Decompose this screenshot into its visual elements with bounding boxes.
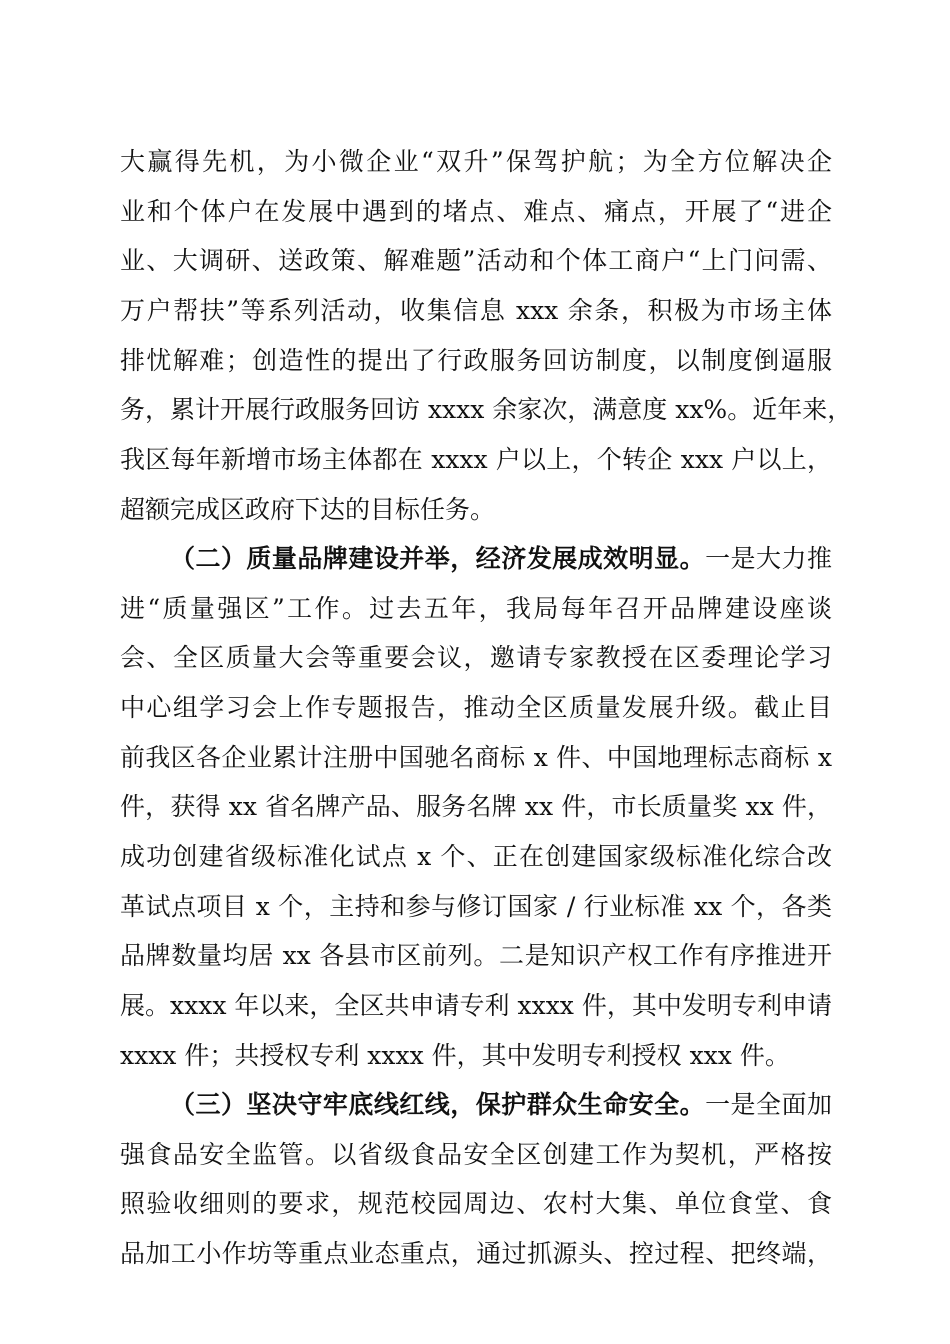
body-text-line: 照验收细则的要求，规范校园周边、农村大集、单位食堂、食 bbox=[120, 1189, 832, 1218]
body-text-line: 品牌数量均居 xx 各县市区前列。二是知识产权工作有序推进开 bbox=[120, 941, 832, 970]
body-text-line: 大赢得先机，为小微企业“双升”保驾护航；为全方位解决企 bbox=[120, 147, 832, 176]
section-heading: （三）坚决守牢底线红线，保护群众生命安全。 bbox=[170, 1090, 706, 1119]
body-text-line: xxxx 件；共授权专利 xxxx 件，其中发明专利授权 xxx 件。 bbox=[120, 1041, 790, 1070]
body-text-line: 件，获得 xx 省名牌产品、服务名牌 xx 件，市长质量奖 xx 件， bbox=[120, 792, 832, 821]
body-text-line: 万户帮扶”等系列活动，收集信息 xxx 余条，积极为市场主体 bbox=[120, 296, 832, 325]
body-text-line: 展。xxxx 年以来，全区共申请专利 xxxx 件，其中发明专利申请 bbox=[120, 991, 832, 1020]
section-lead-text: 一是大力推 bbox=[705, 544, 832, 573]
section-first-line bbox=[170, 1088, 832, 1122]
body-text-line: 中心组学习会上作专题报告，推动全区质量发展升级。截止目 bbox=[120, 693, 832, 722]
body-text-line: 革试点项目 x 个，主持和参与修订国家 / 行业标准 xx 个，各类 bbox=[120, 892, 832, 921]
body-text-line: 超额完成区政府下达的目标任务。 bbox=[120, 495, 496, 524]
body-text-line: 务，累计开展行政服务回访 xxxx 余家次，满意度 xx%。近年来， bbox=[120, 395, 853, 424]
section-first-line bbox=[170, 542, 832, 576]
body-text-line: 品加工小作坊等重点业态重点，通过抓源头、控过程、把终端， bbox=[120, 1239, 832, 1268]
body-text-line: 前我区各企业累计注册中国驰名商标 x 件、中国地理标志商标 x bbox=[120, 743, 832, 772]
body-text-line: 成功创建省级标准化试点 x 个、正在创建国家级标准化综合改 bbox=[120, 842, 832, 871]
body-text-line: 会、全区质量大会等重要会议，邀请专家教授在区委理论学习 bbox=[120, 643, 832, 672]
body-text-line: 强食品安全监管。以省级食品安全区创建工作为契机，严格按 bbox=[120, 1140, 832, 1169]
section-lead-text: 一是全面加 bbox=[705, 1090, 832, 1119]
body-text-line: 业、大调研、送政策、解难题”活动和个体工商户“上门问需、 bbox=[120, 246, 832, 275]
body-text-line: 进“质量强区”工作。过去五年，我局每年召开品牌建设座谈 bbox=[120, 594, 832, 623]
body-text-line: 业和个体户在发展中遇到的堵点、难点、痛点，开展了“进企 bbox=[120, 197, 832, 226]
section-heading: （二）质量品牌建设并举，经济发展成效明显。 bbox=[170, 544, 706, 573]
body-text-line: 排忧解难；创造性的提出了行政服务回访制度，以制度倒逼服 bbox=[120, 346, 832, 375]
body-text-line: 我区每年新增市场主体都在 xxxx 户以上，个转企 xxx 户以上， bbox=[120, 445, 832, 474]
